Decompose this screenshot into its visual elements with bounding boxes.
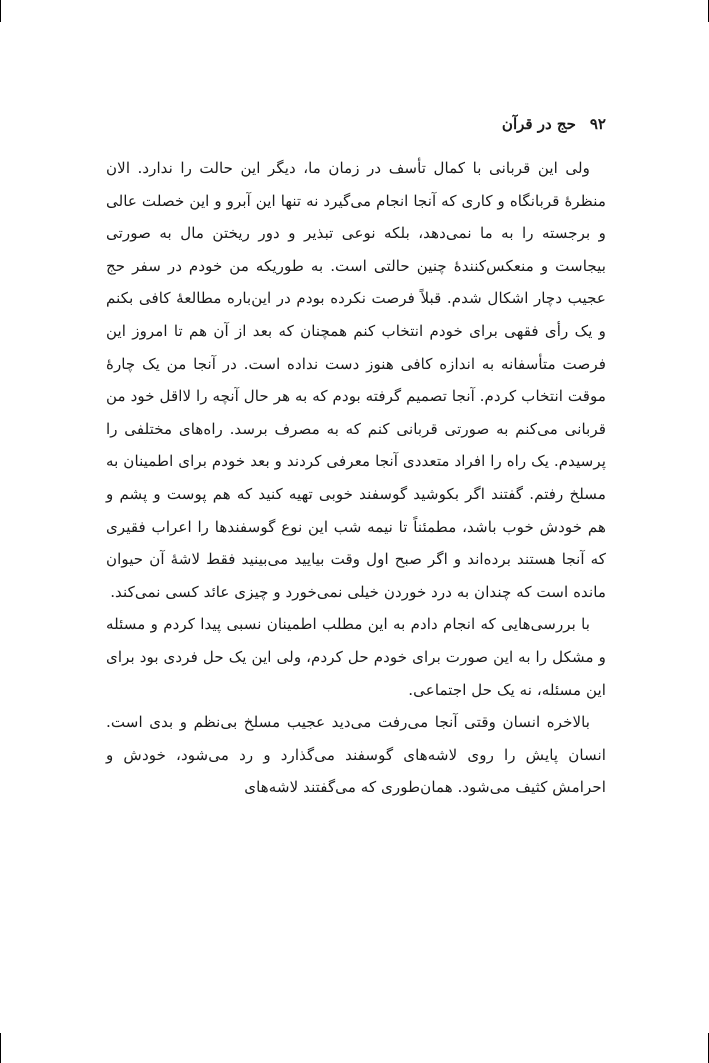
crop-mark-bottom-left: [0, 1033, 1, 1063]
page-body: [106, 152, 606, 804]
paragraph: با بررسی‌هایی که انجام دادم به این مطلب اطمینان نسبی پیدا کردم و مسئله و مشکل را به این صورت برای خودم حل کردم، ولی این یک حل فردی بود برای این مسئله، نه یک حل اجتماعی.: [106, 615, 606, 699]
paragraph: ولی این قربانی با کمال تأسف در زمان ما، دیگر این حالت را ندارد. الان منظرهٔ قربانگاه و کاری که آنجا انجام می‌گیرد نه تنها این آبرو و این خصلت عالی و برجسته را به ما نمی‌دهد، بلکه نوعی تبذیر و دور ریختن مال به صورتی بیجاست و منعکس‌کنندهٔ چنین حالتی است. به طوریکه من خودم در سفر حج عجیب دچار اشکال شدم. قبلاً فرصت نکرده بودم در این‌باره مطالعهٔ کافی بکنم و یک رأی فقهی برای خودم انتخاب کنم همچنان که بعد از آن هم تا امروز این فرصت متأسفانه به اندازه کافی هنوز دست نداده است. در آنجا من یک چارهٔ موقت انتخاب کردم. آنجا تصمیم گرفته بودم که به هر حال آنچه را لااقل خود من قربانی می‌کنم به صورتی قربانی کنم که به مصرف برسد. راه‌های مختلفی را پرسیدم. یک راه را افراد متعددی آنجا معرفی کردند و بعد خودم برای اطمینان به مسلخ رفتم. گفتند اگر بکوشید گوسفند خوبی تهیه کنید که هم پوست و پشم و هم خودش خوب باشد، مطمئناً تا نیمه شب این نوع گوسفندها را اعراب فقیری که آنجا هستند برده‌اند و اگر صبح اول وقت بیایید می‌بینید فقط لاشهٔ آن حیوان مانده است که چندان به درد خوردن خیلی نمی‌خورد و چیزی عائد کسی نمی‌کند.: [106, 159, 606, 601]
page-number: ۹۲: [589, 115, 606, 133]
page-header: [380, 112, 606, 136]
running-title: حج در قرآن: [501, 115, 576, 133]
paragraph: بالاخره انسان وقتی آنجا می‌رفت می‌دید عجیب مسلخ بی‌نظم و بدی است. انسان پایش را روی لاشه‌های گوسفند می‌گذارد و رد می‌شود، خودش و احرامش کثیف می‌شود. همان‌طوری که می‌گفتند لاشه‌های: [106, 713, 606, 797]
crop-mark-top-left: [0, 0, 1, 22]
